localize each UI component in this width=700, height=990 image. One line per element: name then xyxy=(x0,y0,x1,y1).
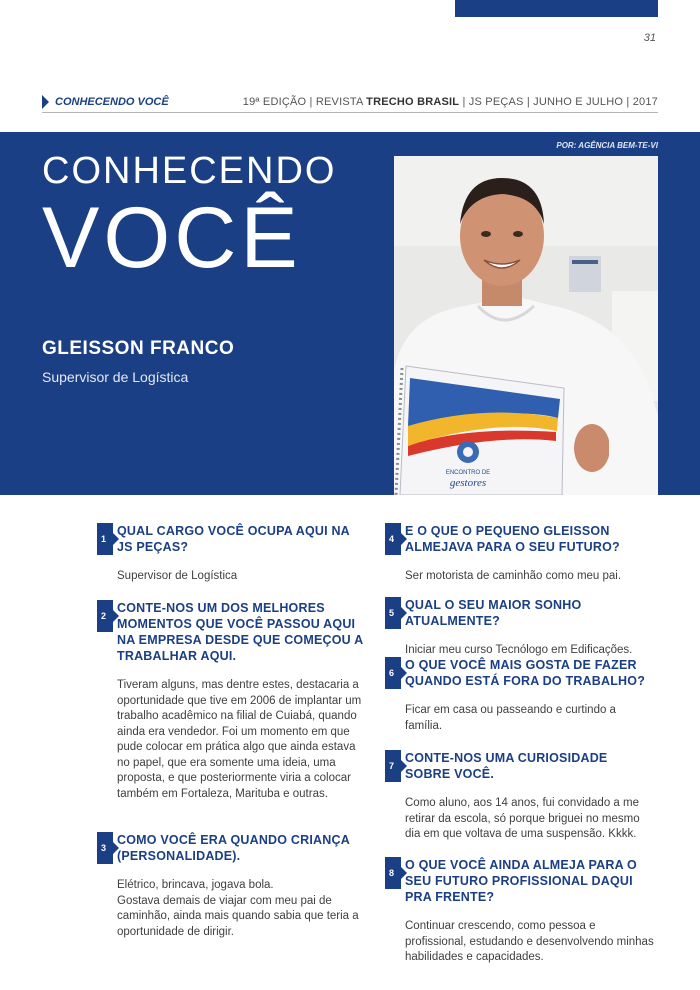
question-text: QUAL CARGO VOCÊ OCUPA AQUI NA JS PEÇAS? xyxy=(117,524,350,554)
answer-text: Como aluno, aos 14 anos, fui convidado a me retirar da escola, só porque briguei no mesmo dia em que voltava de uma suspensão. Kkkk. xyxy=(405,797,640,840)
qa-item-3 xyxy=(100,832,367,940)
qa-item-6 xyxy=(388,657,655,734)
answer-text: Iniciar meu curso Tecnólogo em Edificações. xyxy=(405,644,633,656)
qa-item-4 xyxy=(388,523,655,585)
person-name: GLEISSON FRANCO xyxy=(42,338,235,359)
question-number-badge: 8 xyxy=(385,857,401,889)
qa-item-7 xyxy=(388,750,655,843)
question-number-badge: 4 xyxy=(385,523,401,555)
byline: POR: AGÊNCIA BEM-TE-VI xyxy=(556,141,658,150)
question-number-badge: 6 xyxy=(385,657,401,689)
question-number-badge: 3 xyxy=(97,832,113,864)
title-line-1: CONHECENDO xyxy=(42,150,337,192)
triangle-arrow-icon xyxy=(42,95,49,109)
question-number-badge: 2 xyxy=(97,600,113,632)
qa-item-5 xyxy=(388,597,655,659)
section-tag xyxy=(42,95,169,109)
top-accent-bar xyxy=(455,0,658,17)
question-number-badge: 5 xyxy=(385,597,401,629)
running-header xyxy=(42,93,658,113)
section-label: CONHECENDO VOCÊ xyxy=(55,96,169,108)
qa-item-8 xyxy=(388,857,655,966)
issue-info xyxy=(243,96,658,108)
answer-text: Ser motorista de caminhão como meu pai. xyxy=(405,570,622,582)
answer-text: Supervisor de Logística xyxy=(117,570,238,582)
answer-text: Continuar crescendo, como pessoa e profissional, estudando e desenvolvendo minhas habilidades e capacidades. xyxy=(405,920,654,963)
answer-text: Tiveram alguns, mas dentre estes, destacaria a oportunidade que tive em 2006 de implantar um trabalho acadêmico na filial de Cuiabá, quando ainda era vendedor. Foi um momento em que pude colocar em prática algo que ainda estava no papel, que era somente uma ideia, uma proposta, e que posteriormente viria a colocar também em Fortaleza, Marituba e outras. xyxy=(117,679,362,800)
issue-prefix: 19ª EDIÇÃO | REVISTA xyxy=(242,96,363,108)
portrait-photo xyxy=(394,156,658,495)
title-line-2: VOCÊ xyxy=(42,190,302,286)
issue-brand: TRECHO BRASIL xyxy=(366,96,460,108)
question-number-badge: 7 xyxy=(385,750,401,782)
question-text: E O QUE O PEQUENO GLEISSON ALMEJAVA PARA O SEU FUTURO? xyxy=(405,524,620,554)
question-text: QUAL O SEU MAIOR SONHO ATUALMENTE? xyxy=(405,598,582,628)
question-number-badge: 1 xyxy=(97,523,113,555)
page-number: 31 xyxy=(643,32,656,44)
question-text: O QUE VOCÊ AINDA ALMEJA PARA O SEU FUTURO PROFISSIONAL DAQUI PRA FRENTE? xyxy=(405,858,637,904)
answer-text: Elétrico, brincava, jogava bola. Gostava demais de viajar com meu pai de caminhão, ainda mais quando sabia que teria a oportunidade de dirigir. xyxy=(117,879,359,938)
question-text: COMO VOCÊ ERA QUANDO CRIANÇA (PERSONALIDADE). xyxy=(117,833,350,863)
qa-item-1 xyxy=(100,523,367,585)
issue-suffix: | JS PEÇAS | JUNHO E JULHO | 2017 xyxy=(462,96,658,108)
question-text: CONTE-NOS UM DOS MELHORES MOMENTOS QUE VOCÊ PASSOU AQUI NA EMPRESA DESDE QUE COMEÇOU A TRABALHAR AQUI. xyxy=(117,601,363,663)
question-text: O QUE VOCÊ MAIS GOSTA DE FAZER QUANDO ESTÁ FORA DO TRABALHO? xyxy=(405,658,646,688)
person-role: Supervisor de Logística xyxy=(42,369,189,385)
portrait-illustration xyxy=(394,156,658,495)
qa-item-2 xyxy=(100,600,367,802)
question-text: CONTE-NOS UMA CURIOSIDADE SOBRE VOCÊ. xyxy=(405,751,608,781)
binder-logo-line2: gestores xyxy=(449,477,487,489)
answer-text: Ficar em casa ou passeando e curtindo a família. xyxy=(405,704,616,732)
binder-logo-line1: ENCONTRO DE xyxy=(445,470,491,476)
